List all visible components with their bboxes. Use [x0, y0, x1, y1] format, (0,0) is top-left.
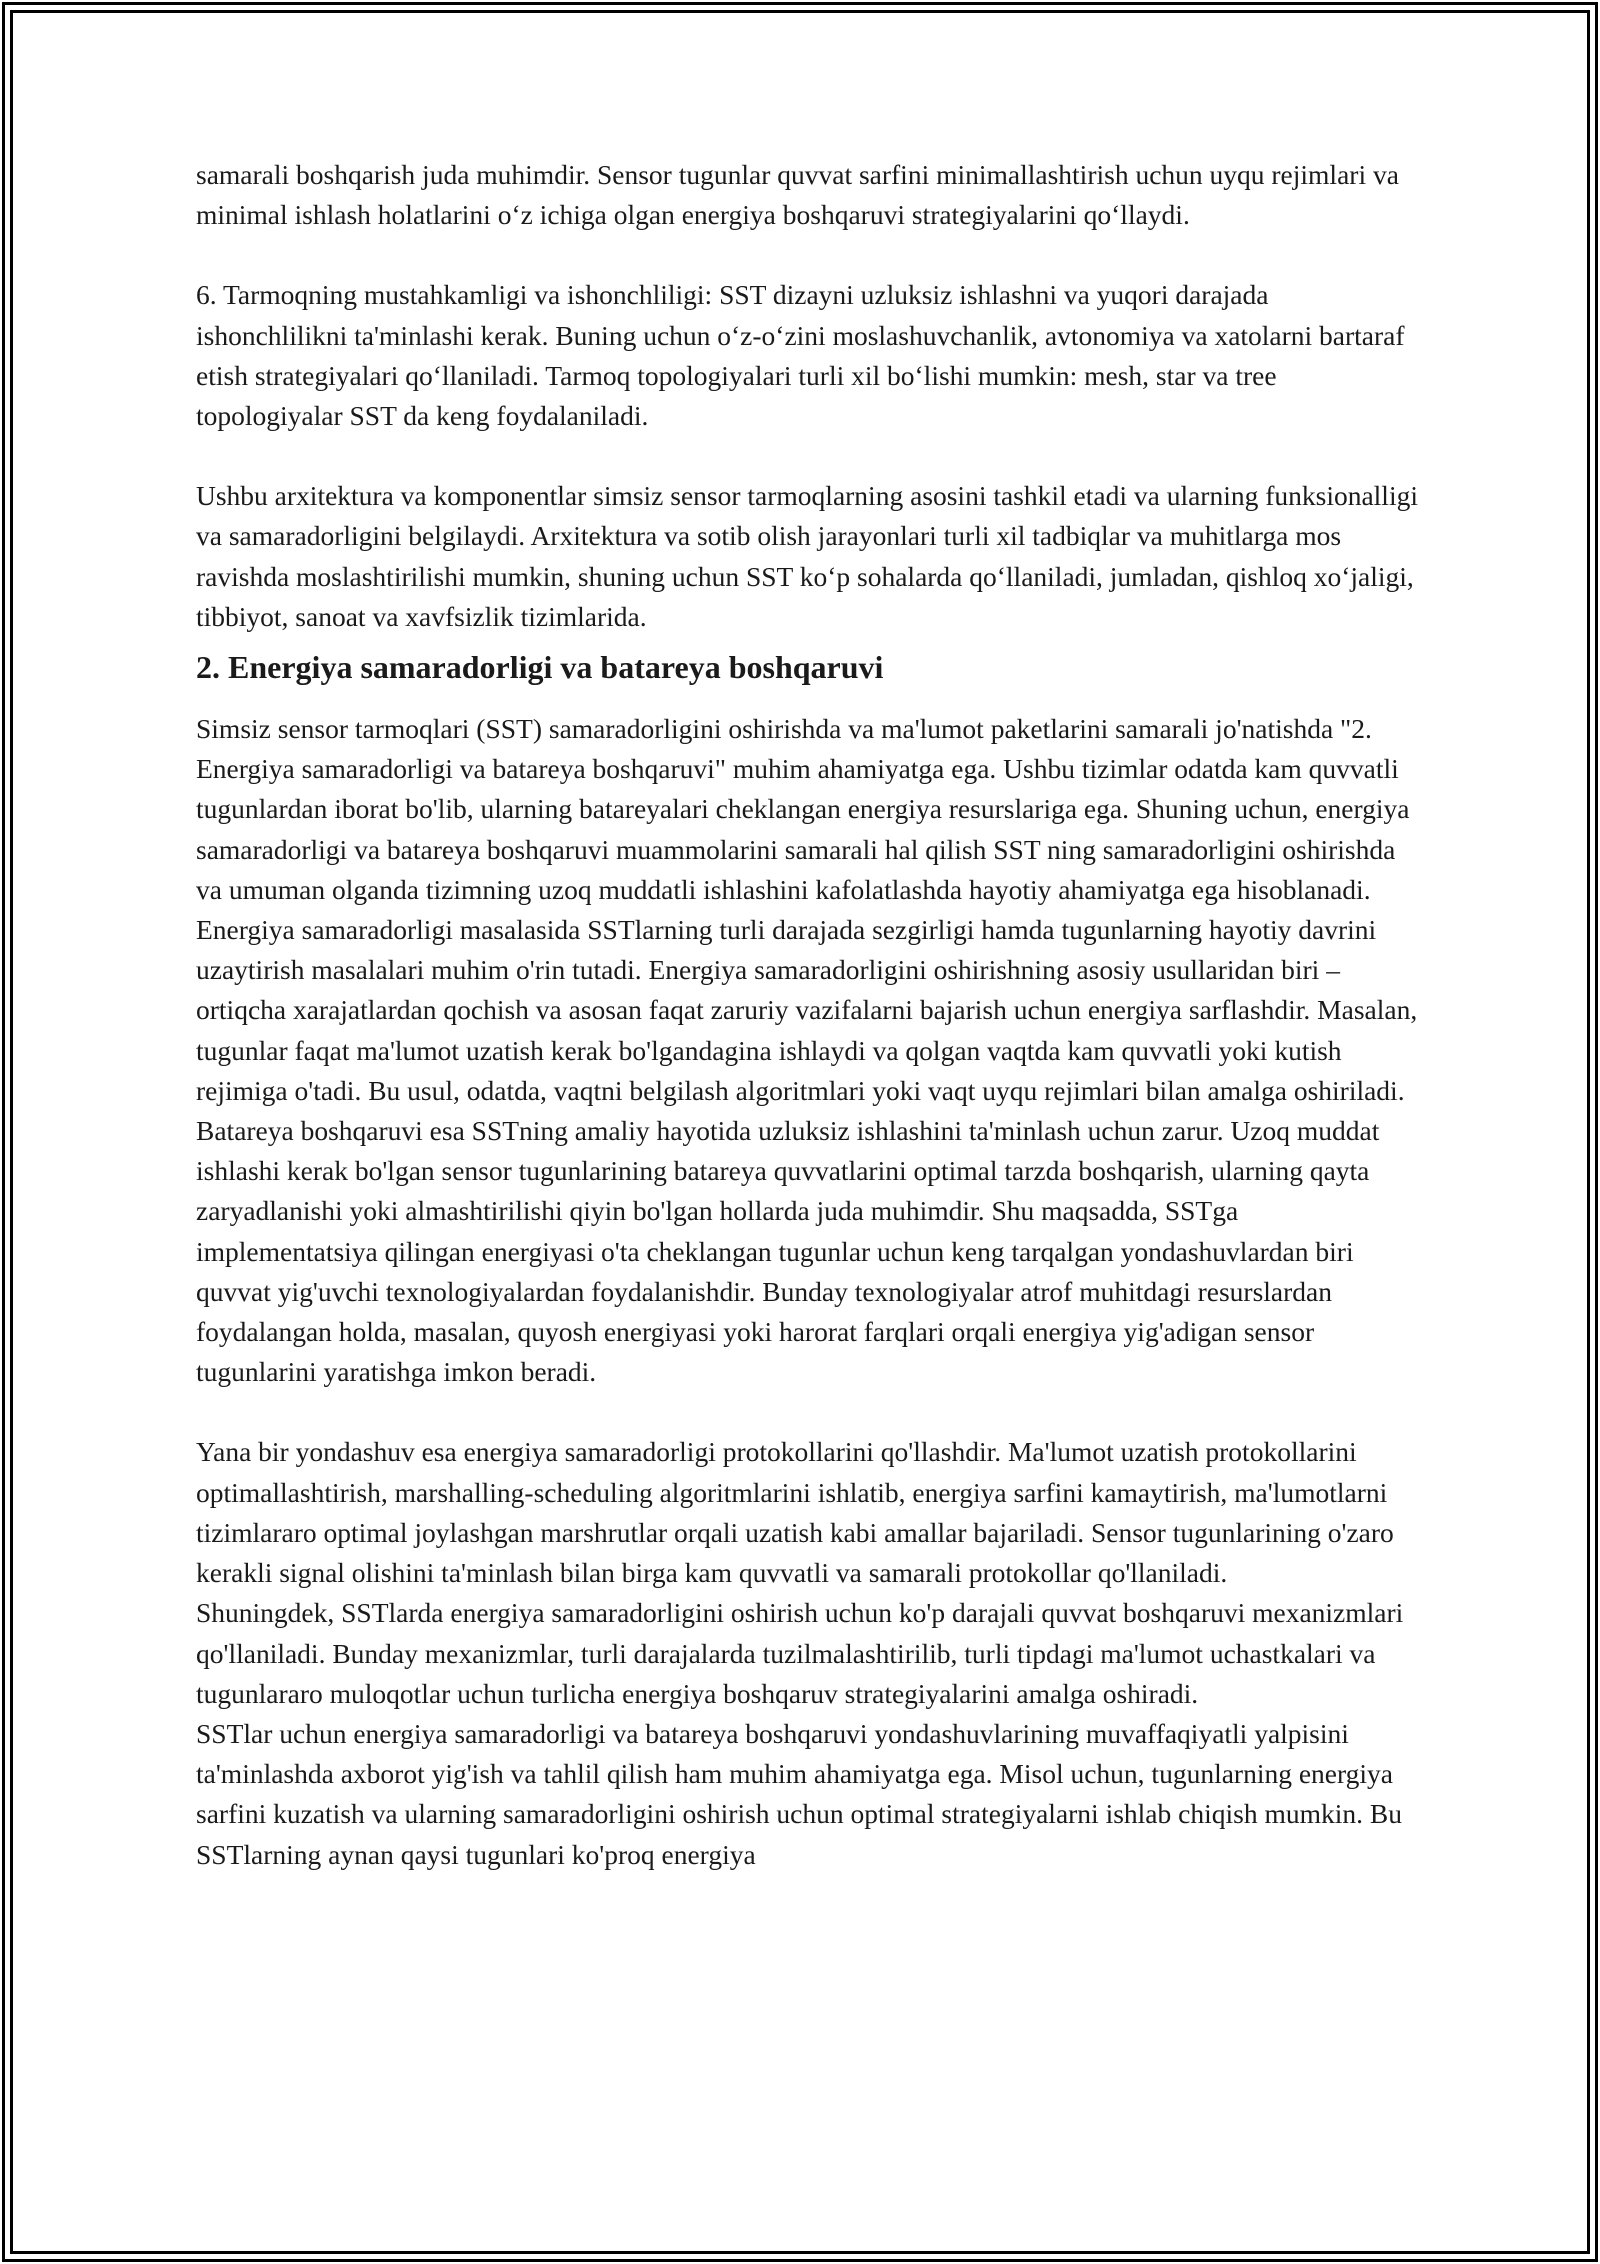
paragraph-gap	[196, 1392, 1421, 1432]
paragraph-gap	[196, 436, 1421, 476]
document-body	[196, 155, 1421, 1875]
paragraph: samarali boshqarish juda muhimdir. Sensor tugunlar quvvat sarfini minimallashtirish uchun uyqu rejimlari va minimal ishlash holatlarini o‘z ichiga olgan energiya boshqaruvi strategiyalarini qo‘llaydi.	[196, 159, 1399, 231]
paragraph: 6. Tarmoqning mustahkamligi va ishonchliligi: SST dizayni uzluksiz ishlashni va yuqori darajada ishonchlilikni ta'minlashi kerak. Buning uchun o‘z-o‘zini moslashuvchanlik, avtonomiya va xatolarni bartaraf etish strategiyalari qo‘llaniladi. Tarmoq topologiyalari turli xil bo‘lishi mumkin: mesh, star va tree topologiyalar SST da keng foydalaniladi.	[196, 279, 1405, 432]
paragraph: SSTlar uchun energiya samaradorligi va batareya boshqaruvi yondashuvlarining muvaffaqiyatli yalpisini ta'minlashda axborot yig'ish va tahlil qilish ham muhim ahamiyatga ega. Misol uchun, tugunlarning energiya sarfini kuzatish va ularning samaradorligini oshirish uchun optimal strategiyalarni ishlab chiqish mumkin. Bu SSTlarning aynan qaysi tugunlari ko'proq energiya	[196, 1717, 1402, 1870]
paragraph: Energiya samaradorligi masalasida SSTlarning turli darajada sezgirligi hamda tugunlarning hayotiy davrini uzaytirish masalalari muhim o'rin tutadi. Energiya samaradorligini oshirishning asosiy usullaridan biri – ortiqcha xarajatlardan qochish va asosan faqat zaruriy vazifalarni bajarish uchun energiya sarflashdir. Masalan, tugunlar faqat ma'lumot uzatish kerak bo'lgandagina ishlaydi va qolgan vaqtda kam quvvatli yoki kutish rejimiga o'tadi. Bu usul, odatda, vaqtni belgilash algoritmlari yoki vaqt uyqu rejimlari bilan amalga oshiriladi.	[196, 914, 1418, 1106]
paragraph: Batareya boshqaruvi esa SSTning amaliy hayotida uzluksiz ishlashini ta'minlash uchun zarur. Uzoq muddat ishlashi kerak bo'lgan sensor tugunlarining batareya quvvatlarini optimal tarzda boshqarish, ularning qayta zaryadlanishi yoki almashtirilishi qiyin bo'lgan hollarda juda muhimdir. Shu maqsadda, SSTga implementatsiya qilingan energiyasi o'ta cheklangan tugunlar uchun keng tarqalgan yondashuvlardan biri quvvat yig'uvchi texnologiyalardan foydalanishdir. Bunday texnologiyalar atrof muhitdagi resurslardan foydalangan holda, masalan, quyosh energiyasi yoki harorat farqlari orqali energiya yig'adigan sensor tugunlarini yaratishga imkon beradi.	[196, 1115, 1380, 1388]
section-heading: 2. Energiya samaradorligi va batareya boshqaruvi	[196, 649, 884, 686]
paragraph: Shuningdek, SSTlarda energiya samaradorligini oshirish uchun ko'p darajali quvvat boshqaruvi mexanizmlari qo'llaniladi. Bunday mexanizmlar, turli darajalarda tuzilmalashtirilib, turli tipdagi ma'lumot uchastkalari va tugunlararo muloqotlar uchun turlicha energiya boshqaruv strategiyalarini amalga oshiradi.	[196, 1597, 1404, 1709]
paragraph-gap	[196, 235, 1421, 275]
paragraph: Yana bir yondashuv esa energiya samaradorligi protokollarini qo'llashdir. Ma'lumot uzatish protokollarini optimallashtirish, marshalling-scheduling algoritmlarini ishlatib, energiya sarfini kamaytirish, ma'lumotlarni tizimlararo optimal joylashgan marshrutlar orqali uzatish kabi amallar bajariladi. Sensor tugunlarining o'zaro kerakli signal olishini ta'minlash bilan birga kam quvvatli va samarali protokollar qo'llaniladi.	[196, 1436, 1394, 1589]
paragraph: Ushbu arxitektura va komponentlar simsiz sensor tarmoqlarning asosini tashkil etadi va ularning funksionalligi va samaradorligini belgilaydi. Arxitektura va sotib olish jarayonlari turli xil tadbiqlar va muhitlarga mos ravishda moslashtirilishi mumkin, shuning uchun SST ko‘p sohalarda qo‘llaniladi, jumladan, qishloq xo‘jaligi, tibbiyot, sanoat va xavfsizlik tizimlarida.	[196, 480, 1418, 632]
paragraph: Simsiz sensor tarmoqlari (SST) samaradorligini oshirishda va ma'lumot paketlarini samarali jo'natishda "2. Energiya samaradorligi va batareya boshqaruvi" muhim ahamiyatga ega. Ushbu tizimlar odatda kam quvvatli tugunlardan iborat bo'lib, ularning batareyalari cheklangan energiya resurslariga ega. Shuning uchun, energiya samaradorligi va batareya boshqaruvi muammolarini samarali hal qilish SST ning samaradorligini oshirishda va umuman olganda tizimning uzoq muddatli ishlashini kafolatlashda hayotiy ahamiyatga ega hisoblanadi.	[196, 713, 1410, 905]
